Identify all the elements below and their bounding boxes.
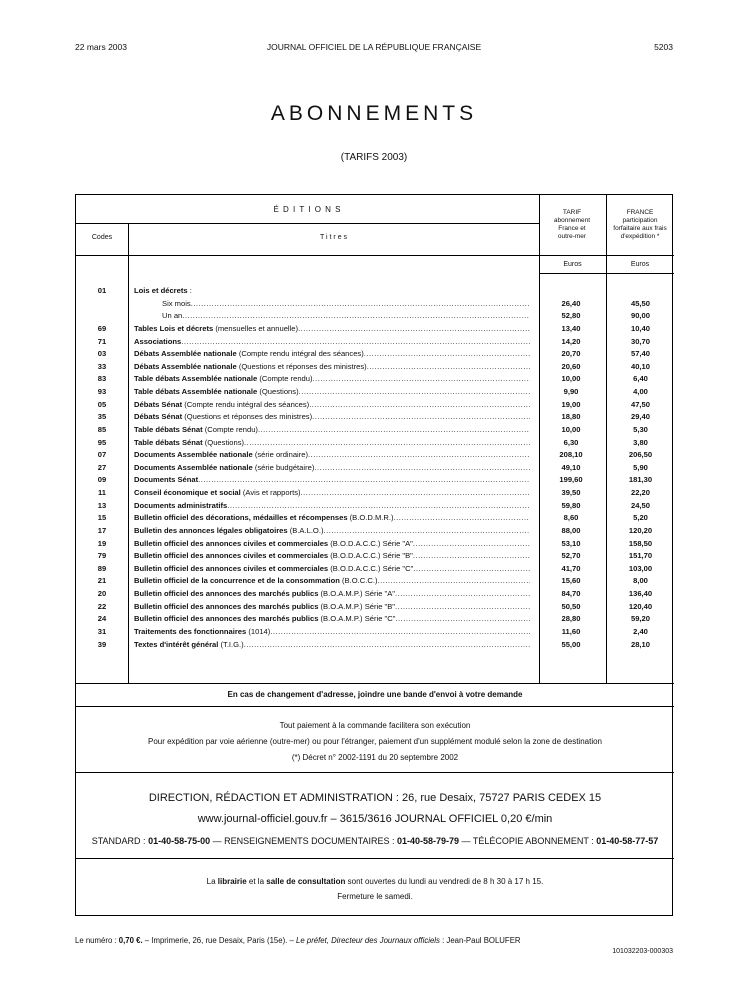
row-title bbox=[134, 448, 530, 461]
dot-leader bbox=[298, 322, 530, 335]
row-title bbox=[134, 574, 530, 587]
row-title-bold: Bulletin officiel des annonces civiles et commerciales bbox=[134, 538, 329, 548]
row-code: 21 bbox=[97, 576, 107, 586]
tariff-row bbox=[76, 347, 674, 360]
row-title-rest: (Avis et rapports) bbox=[240, 488, 301, 498]
row-title bbox=[134, 537, 530, 550]
row-title bbox=[134, 322, 530, 335]
row-code: 85 bbox=[97, 424, 107, 434]
row-code: 09 bbox=[97, 475, 107, 485]
row-title bbox=[134, 436, 530, 449]
dot-leader bbox=[181, 335, 530, 348]
header-date: 22 mars 2003 bbox=[75, 42, 127, 52]
row-france-participation: 8,00 bbox=[633, 576, 648, 586]
row-title bbox=[134, 410, 530, 423]
row-tarif: 11,60 bbox=[561, 627, 581, 636]
row-title-rest: (Compte rendu intégral des séances) bbox=[236, 349, 364, 359]
dot-leader bbox=[377, 574, 530, 587]
renseignements-label: — RENSEIGNEMENTS DOCUMENTAIRES : bbox=[210, 836, 397, 846]
row-title-bold: Débats Assemblée nationale bbox=[134, 361, 237, 371]
row-france-participation: 4,00 bbox=[633, 387, 648, 397]
colophon-prefix: Le numéro : bbox=[75, 936, 119, 945]
row-code: 13 bbox=[97, 500, 107, 510]
row-france-participation: 5,30 bbox=[633, 424, 648, 434]
row-code: 20 bbox=[97, 589, 107, 599]
issue-price: 0,70 €. bbox=[118, 936, 143, 945]
direction-phones bbox=[76, 836, 674, 846]
telecopie-label: — TÉLÉCOPIE ABONNEMENT : bbox=[459, 836, 597, 846]
librairie-text-c: et la bbox=[246, 877, 267, 886]
row-tarif: 59,80 bbox=[561, 500, 581, 510]
row-title-rest: (mensuelles et annuelle) bbox=[213, 323, 299, 333]
row-france-participation: 90,00 bbox=[630, 311, 650, 321]
dot-leader bbox=[191, 297, 530, 310]
dot-leader bbox=[413, 537, 530, 550]
row-title bbox=[134, 524, 530, 537]
row-title-rest: (B.O.C.C.) bbox=[339, 576, 378, 586]
row-code: 33 bbox=[97, 361, 107, 371]
row-title bbox=[134, 335, 530, 348]
dot-leader bbox=[309, 398, 530, 411]
row-tarif: 52,80 bbox=[561, 311, 581, 321]
dot-leader bbox=[413, 549, 530, 562]
row-france-participation: 151,70 bbox=[628, 551, 653, 561]
row-code: 19 bbox=[97, 538, 107, 548]
row-title bbox=[134, 284, 530, 297]
row-france-participation: 5,90 bbox=[633, 462, 648, 472]
dot-leader bbox=[270, 625, 530, 638]
notice-rule bbox=[76, 706, 674, 707]
tariff-row bbox=[76, 499, 674, 512]
tariff-row bbox=[76, 574, 674, 587]
row-title-bold: Bulletin officiel des décorations, médailles et récompenses bbox=[134, 513, 348, 523]
editions-heading: É D I T I O N S bbox=[273, 205, 342, 214]
row-tarif: 18,80 bbox=[561, 412, 581, 422]
colophon-printer: – Imprimerie, 26, rue Desaix, Paris (15e). – bbox=[142, 936, 297, 945]
row-title-rest: (Compte rendu) bbox=[202, 424, 258, 434]
row-title bbox=[134, 360, 530, 373]
tariff-row bbox=[76, 524, 674, 537]
tariff-row bbox=[76, 284, 674, 297]
renseignements-number: 01-40-58-79-79 bbox=[396, 836, 460, 846]
row-france-participation: 120,20 bbox=[628, 525, 653, 535]
colophon-director-title: Le préfet, Directeur des Journaux officiels bbox=[296, 936, 440, 945]
row-france-participation: 45,50 bbox=[630, 298, 650, 308]
tariff-row bbox=[76, 638, 674, 651]
euros-label-tarif: Euros bbox=[563, 261, 582, 268]
row-tarif: 20,60 bbox=[561, 361, 581, 371]
payment-rule bbox=[76, 772, 674, 773]
tariff-row bbox=[76, 309, 674, 322]
row-code: 69 bbox=[97, 323, 107, 333]
tariff-row bbox=[76, 473, 674, 486]
row-tarif: 6,30 bbox=[563, 437, 579, 447]
row-tarif: 41,70 bbox=[561, 563, 581, 573]
row-france-participation: 47,50 bbox=[630, 399, 650, 409]
payment-line-2: Pour expédition par voie aérienne (outre-mer) ou pour l'étranger, paiement d'un supplément modulé selon la zone de destination bbox=[147, 737, 602, 746]
row-code: 79 bbox=[97, 551, 107, 561]
tariff-row bbox=[76, 587, 674, 600]
row-code: 11 bbox=[97, 488, 107, 498]
direction-address: DIRECTION, RÉDACTION ET ADMINISTRATION : 26, rue Desaix, 75727 PARIS CEDEX 15 bbox=[148, 792, 602, 804]
tariff-row bbox=[76, 537, 674, 550]
librairie-text-a: La bbox=[206, 877, 218, 886]
row-title-bold: Bulletin officiel des annonces civiles et commerciales bbox=[134, 551, 329, 561]
row-code: 07 bbox=[97, 450, 107, 460]
row-title bbox=[134, 612, 530, 625]
row-title-rest: Six mois bbox=[162, 298, 191, 308]
payment-line-1: Tout paiement à la commande facilitera son exécution bbox=[279, 721, 471, 730]
header-rule bbox=[76, 255, 674, 256]
row-title bbox=[134, 423, 530, 436]
librairie-text-e: sont ouvertes du lundi au vendredi de 8 h 30 à 17 h 15. bbox=[345, 877, 544, 886]
row-title-rest: (B.O.D.A.C.C.) Série "A" bbox=[328, 538, 413, 548]
row-title-bold: Table débats Assemblée nationale bbox=[134, 374, 258, 384]
row-tarif: 208,10 bbox=[559, 450, 583, 460]
tariff-row bbox=[76, 600, 674, 613]
row-title-rest: (série ordinaire) bbox=[252, 450, 309, 460]
row-france-participation: 136,40 bbox=[628, 589, 653, 599]
row-tarif: 28,80 bbox=[561, 614, 581, 624]
row-code: 95 bbox=[97, 437, 107, 447]
row-france-participation: 29,40 bbox=[630, 412, 650, 422]
dot-leader bbox=[313, 372, 530, 385]
row-title bbox=[134, 562, 530, 575]
tariff-row bbox=[76, 549, 674, 562]
row-title-bold: Documents administratifs bbox=[134, 500, 228, 510]
row-france-participation: 24,50 bbox=[630, 500, 650, 510]
row-code: 83 bbox=[97, 374, 107, 384]
dot-leader bbox=[395, 612, 530, 625]
row-title-rest: (B.O.D.A.C.C.) Série "B" bbox=[328, 551, 413, 561]
row-title bbox=[134, 511, 530, 524]
tariff-row bbox=[76, 448, 674, 461]
row-title-rest: (Questions) bbox=[202, 437, 245, 447]
tariff-row bbox=[76, 385, 674, 398]
row-tarif: 50,50 bbox=[561, 601, 581, 611]
row-code: 01 bbox=[97, 286, 107, 295]
row-title bbox=[162, 297, 530, 310]
row-title bbox=[134, 461, 530, 474]
row-title bbox=[134, 587, 530, 600]
row-france-participation: 3,80 bbox=[633, 437, 648, 447]
tariff-row bbox=[76, 625, 674, 638]
tariff-row bbox=[76, 486, 674, 499]
dot-leader bbox=[244, 436, 530, 449]
librairie-hours bbox=[76, 877, 674, 886]
row-title-rest: : bbox=[187, 286, 192, 295]
tariff-row bbox=[76, 423, 674, 436]
row-code: 03 bbox=[97, 349, 107, 359]
row-code: 71 bbox=[97, 336, 107, 346]
dot-leader bbox=[395, 600, 530, 613]
row-tarif: 20,70 bbox=[561, 349, 581, 359]
row-tarif: 39,50 bbox=[561, 488, 581, 498]
dot-leader bbox=[227, 499, 530, 512]
row-code: 35 bbox=[97, 412, 107, 422]
row-title-rest: (T.I.G.) bbox=[218, 639, 244, 649]
dot-leader bbox=[244, 638, 530, 651]
row-code: 24 bbox=[97, 614, 107, 624]
tariff-row bbox=[76, 322, 674, 335]
row-france-participation: 206,50 bbox=[628, 450, 653, 460]
row-france-participation: 22,20 bbox=[630, 488, 650, 498]
row-tarif: 10,00 bbox=[561, 424, 581, 434]
dot-leader bbox=[394, 511, 530, 524]
row-france-participation: 30,70 bbox=[630, 336, 650, 346]
row-title bbox=[134, 385, 530, 398]
standard-number: 01-40-58-75-00 bbox=[148, 836, 211, 846]
row-title-bold: Table débats Sénat bbox=[134, 424, 203, 434]
closing-note: Fermeture le samedi. bbox=[337, 892, 413, 901]
tariff-row bbox=[76, 436, 674, 449]
row-title-bold: Table débats Assemblée nationale bbox=[134, 387, 258, 397]
row-title-rest: (1014) bbox=[246, 627, 271, 636]
page-title: ABONNEMENTS bbox=[270, 102, 478, 125]
page-subtitle: (TARIFS 2003) bbox=[340, 152, 408, 163]
dot-leader bbox=[367, 360, 530, 373]
codes-heading: Codes bbox=[91, 234, 113, 241]
row-title-bold: Associations bbox=[134, 336, 182, 346]
titres-heading: T i t r e s bbox=[319, 234, 348, 241]
tariff-row bbox=[76, 360, 674, 373]
tariff-row bbox=[76, 511, 674, 524]
row-code: 17 bbox=[97, 525, 107, 535]
row-title-rest: (Compte rendu intégral des séances) bbox=[182, 399, 310, 409]
row-tarif: 88,00 bbox=[561, 525, 581, 535]
telecopie-number: 01-40-58-77-57 bbox=[596, 836, 659, 846]
row-tarif: 199,60 bbox=[559, 475, 583, 485]
row-france-participation: 59,20 bbox=[630, 614, 650, 624]
dot-leader bbox=[364, 347, 530, 360]
standard-label: STANDARD : bbox=[91, 836, 149, 846]
colophon-director-name: : Jean-Paul BOLUFER bbox=[439, 936, 521, 945]
row-title-bold: Lois et décrets bbox=[134, 286, 188, 295]
row-code: 22 bbox=[97, 601, 107, 611]
row-france-participation: 5,20 bbox=[633, 513, 648, 523]
decree-note: (*) Décret n° 2002-1191 du 20 septembre 2002 bbox=[291, 753, 459, 762]
row-title-rest: (B.O.D.A.C.C.) Série "C" bbox=[328, 563, 414, 573]
tariff-row bbox=[76, 461, 674, 474]
row-tarif: 15,60 bbox=[561, 576, 581, 586]
row-tarif: 26,40 bbox=[561, 298, 581, 308]
row-title-bold: Bulletin officiel des annonces des marchés publics bbox=[134, 614, 319, 624]
row-title-bold: Bulletin officiel de la concurrence et de la consommation bbox=[134, 576, 340, 586]
france-heading: FRANCE participation forfaitaire aux frais d'expédition * bbox=[613, 209, 667, 240]
consultation-room: salle de consultation bbox=[266, 877, 346, 886]
row-france-participation: 103,00 bbox=[628, 563, 653, 573]
row-title bbox=[134, 499, 530, 512]
dot-leader bbox=[198, 473, 530, 486]
dot-leader bbox=[299, 385, 530, 398]
row-title bbox=[134, 473, 530, 486]
dot-leader bbox=[314, 461, 530, 474]
row-title bbox=[134, 486, 530, 499]
direction-website: www.journal-officiel.gouv.fr – 3615/3616 JOURNAL OFFICIEL 0,20 €/min bbox=[197, 813, 553, 825]
dot-leader bbox=[308, 448, 530, 461]
row-title-bold: Bulletin officiel des annonces des marchés publics bbox=[134, 601, 319, 611]
tariff-frame bbox=[75, 194, 673, 916]
row-title-bold: Bulletin officiel des annonces civiles et commerciales bbox=[134, 563, 329, 573]
row-tarif: 10,00 bbox=[561, 374, 581, 384]
dot-leader bbox=[258, 423, 530, 436]
row-title-rest: (série budgétaire) bbox=[252, 462, 315, 472]
row-title-bold: Documents Assemblée nationale bbox=[134, 450, 253, 460]
dot-leader bbox=[395, 587, 530, 600]
row-tarif: 52,70 bbox=[561, 551, 581, 561]
row-tarif: 53,10 bbox=[561, 538, 581, 548]
row-france-participation: 40,10 bbox=[630, 361, 650, 371]
row-code: 05 bbox=[97, 399, 107, 409]
row-france-participation: 2,40 bbox=[633, 627, 648, 636]
tarif-heading: TARIF abonnement France et outre-mer bbox=[553, 209, 591, 240]
row-title-rest: (B.O.A.M.P.) Série "C" bbox=[318, 614, 396, 624]
document-code: 101032203-000303 bbox=[612, 948, 673, 955]
euros-rule bbox=[539, 273, 674, 274]
header-page-number: 5203 bbox=[654, 42, 673, 52]
tariff-row bbox=[76, 562, 674, 575]
row-title-rest: (Questions et réponses des ministres) bbox=[182, 412, 313, 422]
editions-rule bbox=[76, 223, 539, 224]
row-france-participation: 181,30 bbox=[628, 475, 653, 485]
dot-leader bbox=[182, 309, 530, 322]
row-tarif: 84,70 bbox=[561, 589, 581, 599]
tariff-row bbox=[76, 410, 674, 423]
tariff-row bbox=[76, 335, 674, 348]
row-title-rest: (B.O.A.M.P.) Série "A" bbox=[318, 589, 395, 599]
row-title-rest: (Questions) bbox=[257, 387, 299, 397]
row-code: 89 bbox=[97, 563, 107, 573]
row-title-bold: Débats Sénat bbox=[134, 412, 183, 422]
tariff-row bbox=[76, 372, 674, 385]
row-title-rest: (B.A.L.O.) bbox=[287, 525, 324, 535]
row-title bbox=[162, 309, 530, 322]
row-title-bold: Débats Assemblée nationale bbox=[134, 349, 237, 359]
row-title-rest: (Questions et réponses des ministres) bbox=[236, 361, 367, 371]
row-title-bold: Débats Sénat bbox=[134, 399, 183, 409]
row-title bbox=[134, 600, 530, 613]
row-france-participation: 28,10 bbox=[630, 639, 650, 649]
librairie-word: librairie bbox=[217, 877, 247, 886]
row-title-bold: Bulletin officiel des annonces des marchés publics bbox=[134, 589, 319, 599]
row-code: 39 bbox=[97, 639, 107, 649]
dot-leader bbox=[301, 486, 530, 499]
row-title-rest: Un an bbox=[162, 311, 183, 321]
row-title-bold: Documents Sénat bbox=[134, 475, 199, 485]
row-title-bold: Conseil économique et social bbox=[134, 488, 241, 498]
row-title bbox=[134, 625, 530, 638]
row-tarif: 9,90 bbox=[563, 387, 579, 397]
row-france-participation: 6,40 bbox=[633, 374, 648, 384]
row-title-bold: Table débats Sénat bbox=[134, 437, 203, 447]
row-title-bold: Traitements des fonctionnaires bbox=[134, 627, 247, 636]
row-title-bold: Textes d'intérêt général bbox=[134, 639, 219, 649]
row-title bbox=[134, 638, 530, 651]
row-code: 27 bbox=[97, 462, 107, 472]
dot-leader bbox=[323, 524, 530, 537]
row-title-bold: Tables Lois et décrets bbox=[134, 323, 214, 333]
dot-leader bbox=[312, 410, 530, 423]
row-france-participation: 10,40 bbox=[630, 323, 650, 333]
row-tarif: 13,40 bbox=[561, 323, 581, 333]
row-title bbox=[134, 372, 530, 385]
tariff-row bbox=[76, 612, 674, 625]
dot-leader bbox=[413, 562, 530, 575]
address-change-notice: En cas de changement d'adresse, joindre une bande d'envoi à votre demande bbox=[227, 690, 523, 699]
row-title bbox=[134, 549, 530, 562]
row-title-rest: (B.O.D.M.R.) bbox=[347, 513, 394, 523]
row-title bbox=[134, 347, 530, 360]
direction-rule bbox=[76, 858, 674, 859]
header-journal-title: JOURNAL OFFICIEL DE LA RÉPUBLIQUE FRANÇAISE bbox=[266, 42, 482, 52]
euros-label-france: Euros bbox=[630, 261, 650, 268]
tariff-row bbox=[76, 297, 674, 310]
row-code: 31 bbox=[97, 627, 107, 636]
row-france-participation: 57,40 bbox=[630, 349, 650, 359]
row-title-rest: (Compte rendu) bbox=[257, 374, 313, 384]
row-title-bold: Bulletin des annonces légales obligatoires bbox=[134, 525, 288, 535]
row-tarif: 19,00 bbox=[561, 399, 581, 409]
colophon bbox=[75, 936, 673, 945]
tariff-row bbox=[76, 398, 674, 411]
row-code: 93 bbox=[97, 387, 107, 397]
row-tarif: 55,00 bbox=[561, 639, 581, 649]
row-tarif: 49,10 bbox=[561, 462, 581, 472]
row-title-bold: Documents Assemblée nationale bbox=[134, 462, 253, 472]
row-tarif: 14,20 bbox=[561, 336, 581, 346]
row-title bbox=[134, 398, 530, 411]
row-title-rest: (B.O.A.M.P.) Série "B" bbox=[318, 601, 395, 611]
row-tarif: 8,60 bbox=[563, 513, 579, 523]
row-code: 15 bbox=[97, 513, 107, 523]
row-france-participation: 158,50 bbox=[628, 538, 653, 548]
row-france-participation: 120,40 bbox=[628, 601, 653, 611]
